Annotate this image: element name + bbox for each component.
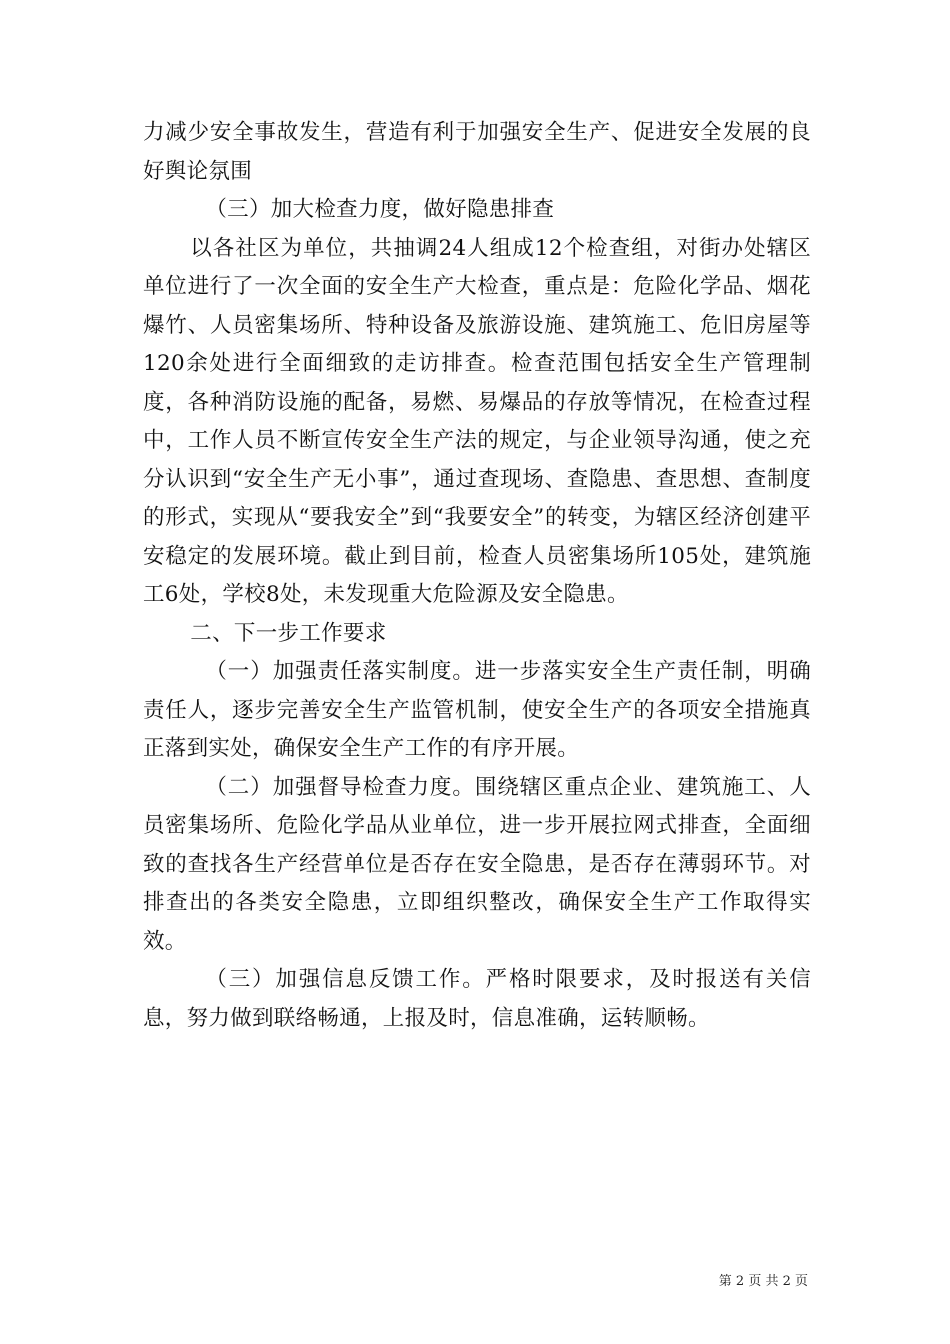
- paragraph-supervision: （二）加强督导检查力度。围绕辖区重点企业、建筑施工、人员密集场所、危险化学品从业单位，进一步开展拉网式排查，全面细致的查找各生产经营单位是否存在安全隐患，是否存在薄弱环节。对排查出的各类安全隐患，立即组织整改，确保安全生产工作取得实效。: [143, 774, 811, 954]
- paragraph-continuation: 力减少安全事故发生，营造有利于加强安全生产、促进安全发展的良好舆论氛围: [143, 120, 811, 184]
- page-number-footer: 第 2 页 共 2 页: [718, 1274, 808, 1289]
- paragraph-feedback: （三）加强信息反馈工作。严格时限要求，及时报送有关信息，努力做到联络畅通，上报及时，信息准确，运转顺畅。: [143, 967, 811, 1031]
- paragraph-inspection-details: 以各社区为单位，共抽调24人组成12个检查组，对街办处辖区单位进行了一次全面的安全生产大检查，重点是：危险化学品、烟花爆竹、人员密集场所、特种设备及旅游设施、建筑施工、危旧房屋等120余处进行全面细致的走访排查。检查范围包括安全生产管理制度，各种消防设施的配备，易燃、易爆品的存放等情况，在检查过程中，工作人员不断宣传安全生产法的规定，与企业领导沟通，使之充分认识到“安全生产无小事”，通过查现场、查隐患、查思想、查制度的形式，实现从“要我安全”到“我要安全”的转变，为辖区经济创建平安稳定的发展环境。截止到目前，检查人员密集场所105处，建筑施工6处，学校8处，未发现重大危险源及安全隐患。: [143, 235, 811, 607]
- paragraph-responsibility: （一）加强责任落实制度。进一步落实安全生产责任制，明确责任人，逐步完善安全生产监管机制，使安全生产的各项安全措施真正落到实处，确保安全生产工作的有序开展。: [143, 659, 811, 761]
- section-heading-inspection: （三）加大检查力度，做好隐患排查: [205, 197, 555, 222]
- section-heading-next-steps: 二、下一步工作要求: [190, 620, 387, 646]
- document-body: [143, 114, 811, 1038]
